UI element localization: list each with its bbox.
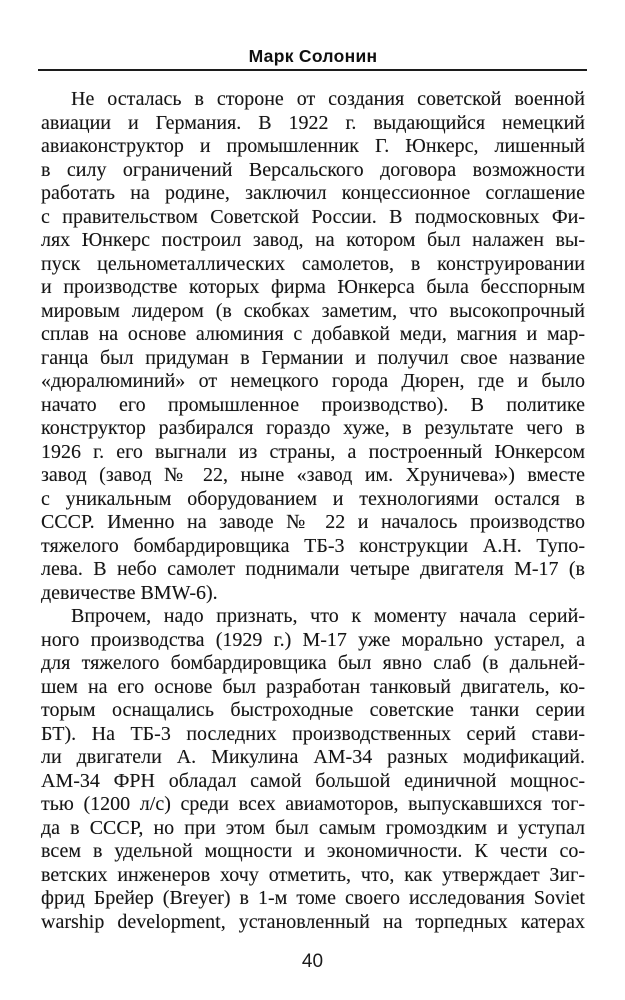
text-line: торым оснащались быстроходные советские танки серии	[41, 699, 585, 721]
text-line: с уникальным оборудованием и технологиями остался в	[41, 487, 585, 510]
text-line: «дюралюминий» от немецкого города Дюрен, где и было	[41, 370, 585, 392]
text-line: АМ-34 ФРН обладал самой большой единичной мощнос-	[41, 769, 585, 792]
text-line: всем в удельной мощности и экономичности. К чести со-	[41, 840, 585, 862]
text-line: для тяжелого бомбардировщика был явно слаб (в дальней-	[41, 652, 585, 674]
running-header-author: Марк Солонин	[248, 46, 378, 66]
text-line: пуск цельнометаллических самолетов, в конструировании	[41, 252, 585, 275]
text-line: тью (1200 л/с) среди всех авиамоторов, выпускавшихся тог-	[41, 793, 585, 815]
text-line: да в СССР, но при этом был самым громоздким и уступал	[41, 816, 585, 839]
text-line: СССР. Именно на заводе № 22 и началось производство	[41, 511, 585, 533]
text-line: в силу ограничений Версальского договора возможности	[41, 158, 585, 181]
text-line: шем на его основе был разработан танковый двигатель, ко-	[41, 675, 585, 698]
text-line: warship development, установленный на торпедных катерах	[41, 910, 585, 933]
text-line: авиации и Германия. В 1922 г. выдающийся немецкий	[41, 111, 585, 134]
text-line: фрид Брейер (Breyer) в 1-м томе своего исследования Soviet	[41, 887, 585, 909]
text-line: ганца был придуман в Германии и получил свое название	[41, 346, 585, 369]
text-line: ного производства (1929 г.) М-17 уже морально устарел, а	[41, 628, 585, 651]
text-line: Впрочем, надо признать, что к моменту начала серий-	[71, 605, 585, 627]
text-line: мировым лидером (в скобках заметим, что высокопрочный	[41, 299, 585, 322]
paragraph	[41, 88, 585, 605]
text-line: ли двигатели А. Микулина АМ-34 разных модификаций.	[41, 746, 585, 768]
text-line: лева. В небо самолет поднимали четыре двигателя М-17 (в	[41, 558, 585, 580]
text-line: завод (завод № 22, ныне «завод им. Хруничева») вместе	[41, 464, 585, 486]
text-line: конструктор разбирался гораздо хуже, в результате чего в	[41, 417, 585, 439]
text-line: Не осталась в стороне от создания советской военной	[71, 88, 585, 110]
text-line: лях Юнкерс построил завод, на котором был налажен вы-	[41, 229, 585, 251]
text-line: сплав на основе алюминия с добавкой меди, магния и мар-	[41, 323, 585, 345]
text-line: начато его промышленное производство). В политике	[41, 393, 585, 416]
text-line: девичестве BMW-6).	[41, 581, 218, 604]
body-text	[41, 88, 585, 934]
text-line: и производстве которых фирма Юнкерса была бесспорным	[41, 276, 585, 298]
text-line: работать на родине, заключил концессионное соглашение	[41, 182, 585, 204]
text-line: ветских инженеров хочу отметить, что, как утверждает Зиг-	[41, 863, 585, 886]
header-rule-divider	[38, 69, 587, 71]
text-line: с правительством Советской России. В подмосковных Фи-	[41, 205, 585, 228]
text-line: авиаконструктор и промышленник Г. Юнкерс, лишенный	[41, 135, 585, 157]
text-line: 1926 г. его выгнали из страны, а построенный Юнкерсом	[41, 440, 585, 463]
paragraph	[41, 605, 585, 934]
text-line: тяжелого бомбардировщика ТБ-3 конструкции А.Н. Тупо-	[41, 534, 585, 557]
page-number: 40	[301, 951, 324, 972]
text-line: БТ). На ТБ-3 последних производственных серий стави-	[41, 722, 585, 745]
